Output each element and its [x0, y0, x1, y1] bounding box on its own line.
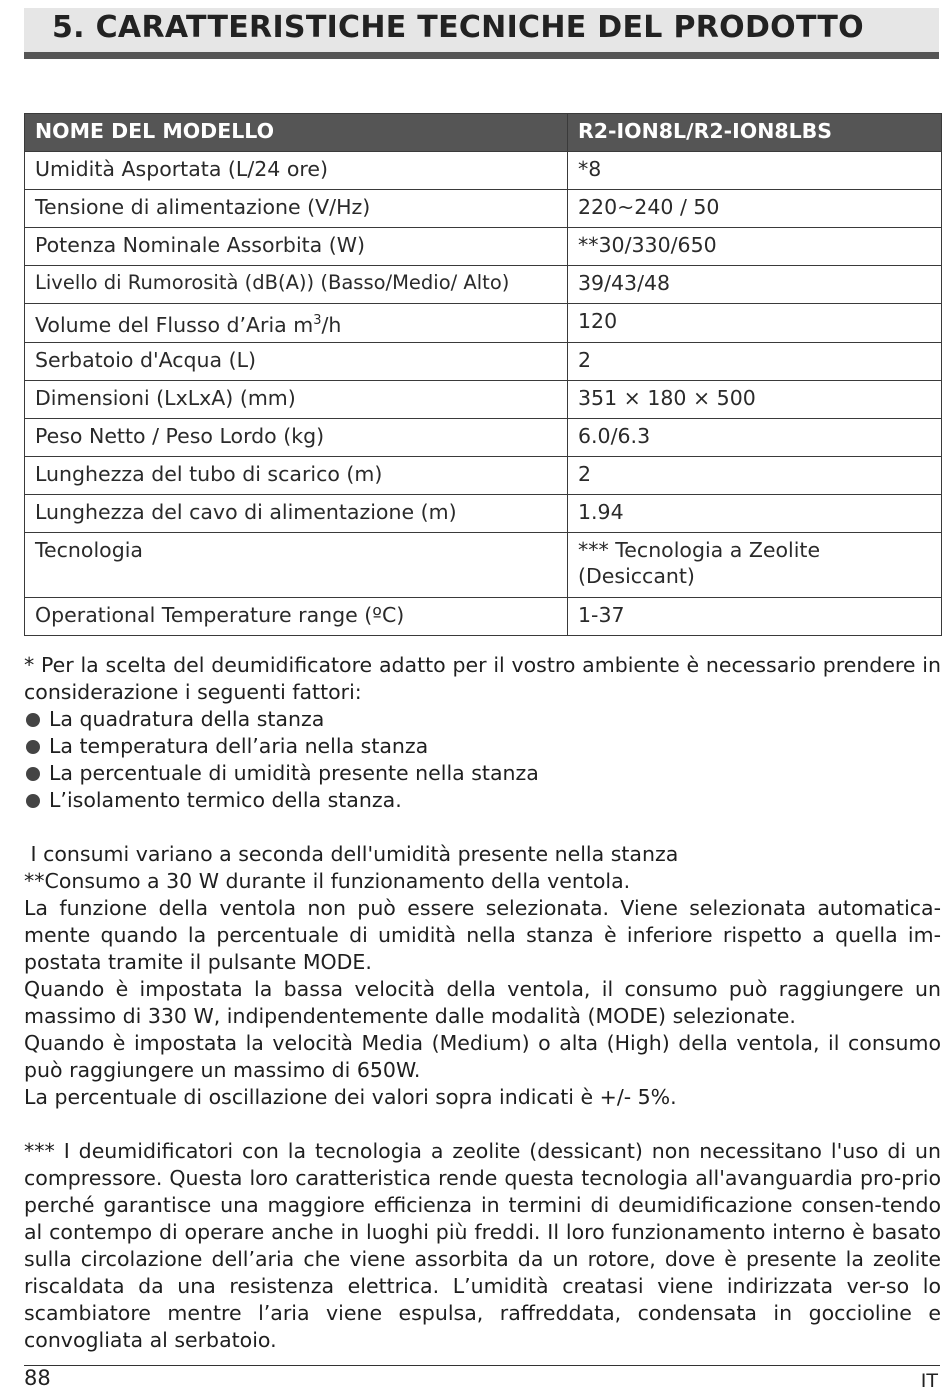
bullet-text: L’isolamento termico della stanza.: [49, 788, 402, 812]
row-value: *8: [568, 152, 942, 190]
page-title: 5. CARATTERISTICHE TECNICHE DEL PRODOTTO: [52, 10, 864, 45]
bullet-text: La percentuale di umidità presente nella stanza: [49, 761, 539, 785]
bullet-item: [24, 760, 941, 787]
row-value: 6.0/6.3: [568, 418, 942, 456]
row-value: 120: [568, 304, 942, 343]
table-row: [25, 152, 942, 190]
table-row: [25, 418, 942, 456]
table-row: [25, 228, 942, 266]
row-label-superscript: 3: [313, 313, 322, 328]
title-rule: [24, 52, 939, 59]
row-label: Lunghezza del cavo di alimentazione (m): [25, 494, 568, 532]
row-value: 2: [568, 456, 942, 494]
bullet-text: La quadratura della stanza: [49, 707, 325, 731]
table-row: [25, 597, 942, 635]
table-row: [25, 456, 942, 494]
note-paragraph: **Consumo a 30 W durante il funzionamento della ventola.: [24, 869, 631, 893]
row-value: 1-37: [568, 597, 942, 635]
table-row: [25, 266, 942, 304]
table-row: [25, 342, 942, 380]
bullet-item: [24, 733, 941, 760]
table-row: [25, 304, 942, 343]
language-code: IT: [920, 1370, 938, 1392]
table-header-row: [25, 114, 942, 152]
bullet-dot-icon: [26, 740, 40, 754]
row-value: *** Tecnologia a Zeolite (Desiccant): [568, 532, 942, 597]
row-value: 351 × 180 × 500: [568, 380, 942, 418]
bullet-text: La temperatura dell’aria nella stanza: [49, 734, 429, 758]
row-value: 220~240 / 50: [568, 190, 942, 228]
row-label: Peso Netto / Peso Lordo (kg): [25, 418, 568, 456]
spec-table: [24, 113, 942, 636]
row-label: Tensione di alimentazione (V/Hz): [25, 190, 568, 228]
row-label: [25, 304, 568, 343]
row-label: Tecnologia: [25, 532, 568, 597]
row-label: Dimensioni (LxLxA) (mm): [25, 380, 568, 418]
row-value: **30/330/650: [568, 228, 942, 266]
row-value: 1.94: [568, 494, 942, 532]
page-number: 88: [24, 1366, 51, 1390]
header-label: NOME DEL MODELLO: [25, 114, 568, 152]
row-label: Potenza Nominale Assorbita (W): [25, 228, 568, 266]
row-label: Lunghezza del tubo di scarico (m): [25, 456, 568, 494]
notes-section: [24, 652, 941, 1354]
notes-intro: * Per la scelta del deumidificatore adatto per il vostro ambiente è necessario prendere in considerazione i seguenti fattori:: [24, 653, 941, 704]
bullet-dot-icon: [26, 794, 40, 808]
row-value: 2: [568, 342, 942, 380]
table-row: [25, 494, 942, 532]
row-label: Operational Temperature range (ºC): [25, 597, 568, 635]
spacer: [24, 814, 941, 841]
bullet-dot-icon: [26, 713, 40, 727]
table-row: [25, 532, 942, 597]
bullet-item: [24, 787, 941, 814]
note-paragraph: La percentuale di oscillazione dei valori sopra indicati è +/- 5%.: [24, 1085, 677, 1109]
bullet-item: [24, 706, 941, 733]
row-label-unit: /h: [321, 312, 342, 337]
spacer: [24, 1111, 941, 1138]
row-value: 39/43/48: [568, 266, 942, 304]
table-row: [25, 190, 942, 228]
row-label: Serbatoio d'Acqua (L): [25, 342, 568, 380]
row-label-text: Volume del Flusso d’Aria m: [35, 312, 314, 337]
note-paragraph: Quando è impostata la velocità Media (Medium) o alta (High) della ventola, il consumo può raggiungere un massimo di 650W.: [24, 1031, 941, 1082]
bullet-dot-icon: [26, 767, 40, 781]
header-value: R2-ION8L/R2-ION8LBS: [568, 114, 942, 152]
note-paragraph: Quando è impostata la bassa velocità della ventola, il consumo può raggiungere un massimo di 330 W, indipendentemente dalle modalità (MODE) selezionate.: [24, 977, 941, 1028]
footer-rule: [24, 1365, 940, 1366]
row-label: Umidità Asportata (L/24 ore): [25, 152, 568, 190]
row-label: Livello di Rumorosità (dB(A)) (Basso/Medio/ Alto): [25, 266, 568, 304]
note-paragraph: I consumi variano a seconda dell'umidità presente nella stanza: [24, 842, 679, 866]
note-paragraph: *** I deumidificatori con la tecnologia a zeolite (dessicant) non necessitano l'uso di un compressore. Questa loro caratteristica rende questa tecnologia all'avanguardia pro-prio perché garantisce una maggiore efficienza in termini di deumidificazione consen-tendo al contempo di operare anche in luoghi più freddi. Il loro funzionamento interno è basato sulla circolazione dell’aria che viene assorbita da un rotore, dove è presente la zeolite riscaldata da una resistenza elettrica. L’umidità creatasi viene indirizzata ver-so lo scambiatore mentre l’aria viene espulsa, raffreddata, condensata in goccioline e convogliata al serbatoio.: [24, 1139, 941, 1352]
table-row: [25, 380, 942, 418]
note-paragraph: La funzione della ventola non può essere selezionata. Viene selezionata automatica-mente quando la percentuale di umidità nella stanza è inferiore rispetto a quella im-postata tramite il pulsante MODE.: [24, 896, 941, 974]
